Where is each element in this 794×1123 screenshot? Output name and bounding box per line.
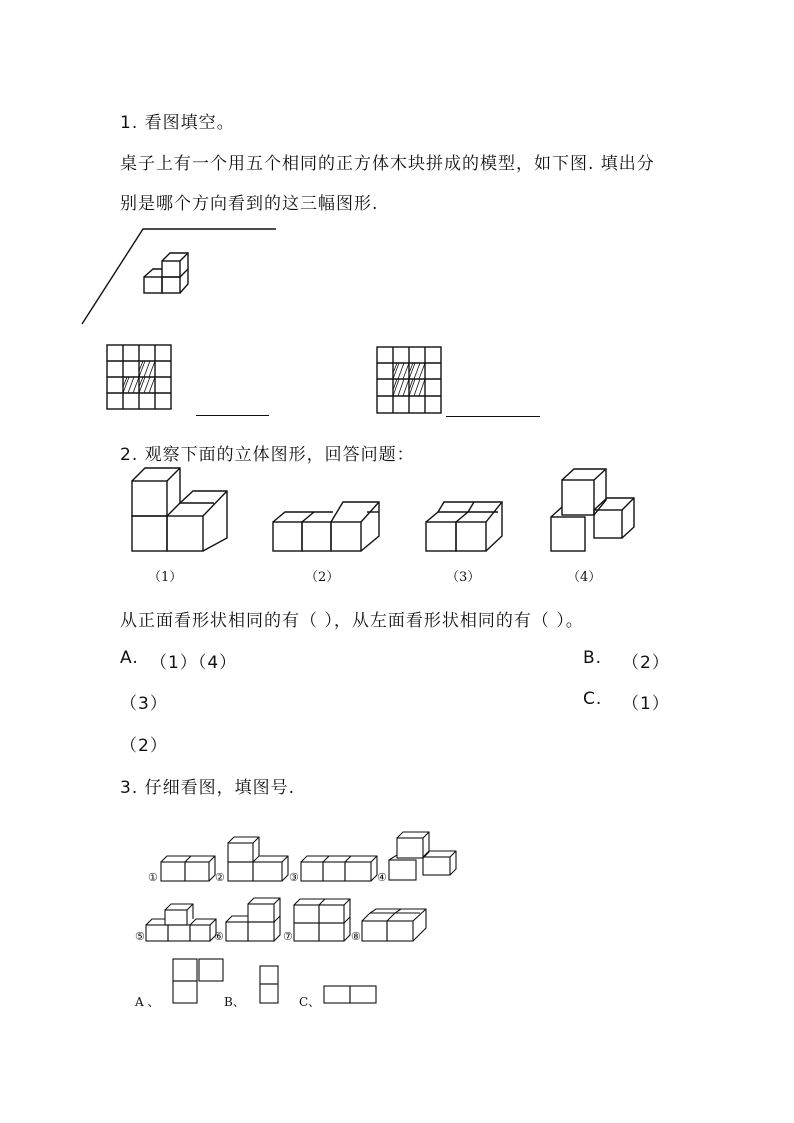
shape-4 <box>389 832 456 880</box>
marker-3: ③ <box>289 871 299 884</box>
view-b-label: B、 <box>224 995 245 1009</box>
option-c-text: （1） <box>622 694 670 714</box>
caption-1: （1） <box>148 570 183 585</box>
marker-8: ⑧ <box>351 930 361 943</box>
caption-3: （3） <box>446 570 481 585</box>
shape-5 <box>146 904 216 941</box>
shape-3 <box>301 856 377 881</box>
view-a <box>173 959 223 1003</box>
view-b <box>260 966 278 1003</box>
shape-1 <box>161 856 215 881</box>
shape-8 <box>362 909 426 941</box>
q1-text-line2: 别是哪个方向看到的这三幅图形. <box>120 194 379 214</box>
shape-6 <box>226 898 280 941</box>
view-c <box>324 986 376 1003</box>
option-b-continued: （3） <box>120 694 168 714</box>
option-c-continued: （2） <box>120 736 168 756</box>
marker-1: ① <box>148 871 158 884</box>
q1-title: 1. 看图填空。 <box>120 113 235 133</box>
option-a-label[interactable]: A. <box>120 648 139 668</box>
option-a-text: （1）（4） <box>150 653 238 673</box>
q3-title: 3. 仔细看图，填图号. <box>120 778 296 798</box>
view-c-label: C、 <box>299 995 321 1009</box>
shape-2 <box>228 837 288 881</box>
marker-2: ② <box>215 871 225 884</box>
caption-2: （2） <box>305 570 340 585</box>
q2-title: 2. 观察下面的立体图形，回答问题： <box>120 445 415 465</box>
view-a-label: A 、 <box>135 995 160 1009</box>
option-b-text: （2） <box>622 653 670 673</box>
option-c-label[interactable]: C. <box>583 689 603 709</box>
marker-4: ④ <box>377 871 387 884</box>
q1-text-line1: 桌子上有一个用五个相同的正方体木块拼成的模型，如下图. 填出分 <box>120 154 655 174</box>
option-b-label[interactable]: B. <box>583 648 603 668</box>
shape-7 <box>294 899 350 941</box>
marker-6: ⑥ <box>214 930 224 943</box>
caption-4: （4） <box>567 570 602 585</box>
marker-7: ⑦ <box>283 930 293 943</box>
q2-question: 从正面看形状相同的有（ ），从左面看形状相同的有（ ）。 <box>120 611 584 631</box>
marker-5: ⑤ <box>135 930 145 943</box>
